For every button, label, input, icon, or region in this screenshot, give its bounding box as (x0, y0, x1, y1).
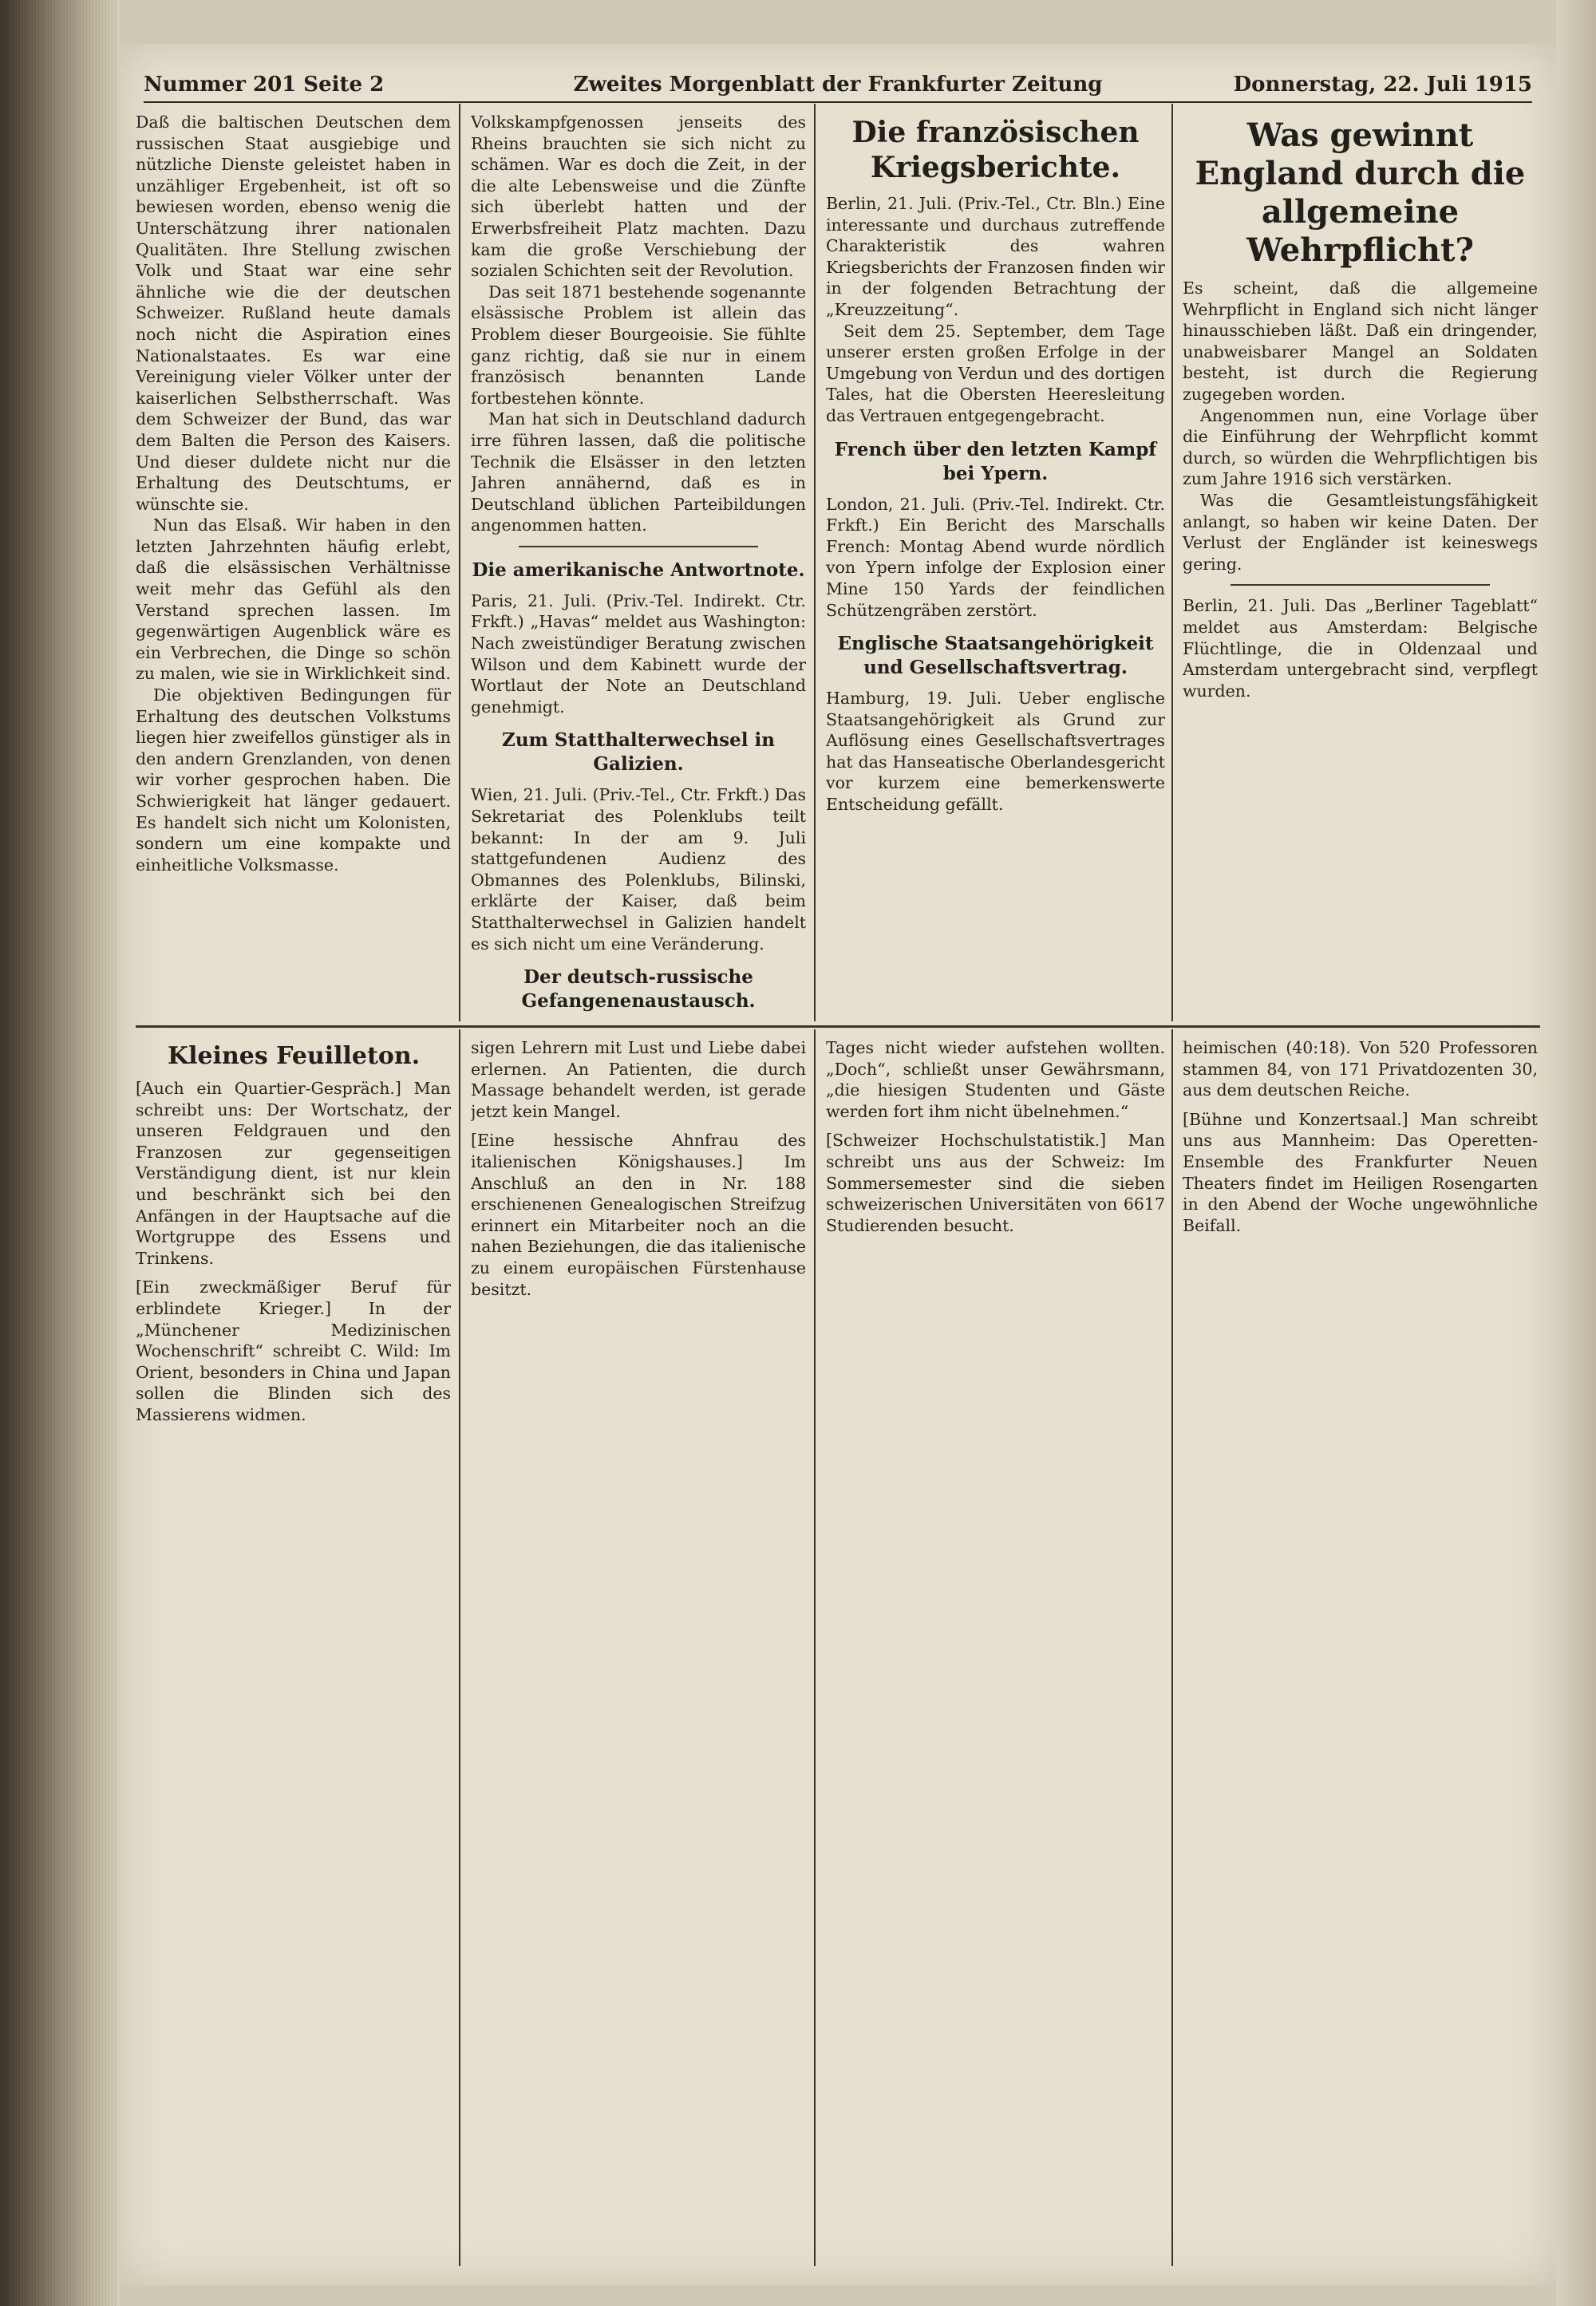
article-paragraph: Berlin, 21. Juli. Das „Berliner Tageblatt“ meldet aus Amsterdam: Belgische Flüchtlinge, die in Oldenzaal und Amsterdam untergebracht sind, verpflegt wurden. (1183, 596, 1538, 701)
column-2 (471, 112, 806, 1017)
article-paragraph: Die objektiven Bedingungen für Erhaltung des deutschen Volkstums liegen hier zweifellos günstiger als in den andern Grenzlanden, von denen wir vorher gesprochen haben. Die Schwierigkeit hat länger gedauert. Es handelt sich nicht um Kolonisten, sondern um eine kompakte und einheitliche Volksmasse. (136, 685, 451, 875)
article-paragraph: Berlin, 21. Juli. (Priv.-Tel., Ctr. Bln.) Eine interessante und durchaus zutreffende Charakteristik des wahren Kriegsberichts der Franzosen finden wir in der folgenden Betrachtung der „Kreuzzeitung“. (826, 194, 1165, 319)
column-rule (1171, 1029, 1173, 2266)
article-paragraph: Paris, 21. Juli. (Priv.-Tel. Indirekt. Ctr. Frkft.) „Havas“ meldet aus Washington: Nach zweistündiger Beratung zwischen Wilson und dem Kabinett wurde der Wortlaut der Note an Deutschland genehmigt. (471, 590, 806, 717)
paper-title: Zweites Morgenblatt der Frankfurter Zeitung (573, 73, 1103, 97)
headline-galizien: Zum Statthalterwechsel in Galizien. (502, 729, 775, 776)
column-rule (814, 1029, 816, 2266)
feuilleton-paragraph: [Bühne und Konzertsaal.] Man schreibt uns aus Mannheim: Das Operetten-Ensemble des Frankfurter Neuen Theaters findet im Heiligen Rosengarten in den Abend der Woche ungewöhnliche Beifall. (1183, 1109, 1538, 1235)
article-paragraph: Wien, 21. Juli. (Priv.-Tel., Ctr. Frkft.) Das Sekretariat des Polenklubs teilt bekannt: In der am 9. Juli stattgefundenen Audienz des Obmannes des Polenklubs, Bilinski, erklärte der Kaiser, daß beim Statthalterwechsel in Galizien handelt es sich nicht um eine Veränderung. (471, 785, 806, 954)
masthead (144, 69, 1532, 103)
binding-page-edges (6, 0, 118, 2306)
book-binding (0, 0, 120, 2306)
article-paragraph: Das seit 1871 bestehende sogenannte elsässische Problem ist allein das Problem dieser Bourgeoisie. Sie fühlte ganz richtig, daß sie nur in einem französisch benannten Lande fortbestehen könnte. (471, 282, 806, 408)
feuilleton-paragraph: heimischen (40:18). Von 520 Professoren stammen 84, von 171 Privatdozenten 30, aus dem deutschen Reiche. (1183, 1038, 1538, 1100)
article-paragraph: Hamburg, 19. Juli. Ueber englische Staatsangehörigkeit als Grund zur Auflösung eines Gesellschaftsvertrages hat das Hanseatische Oberlandesgericht vor kurzem eine bemerkenswerte Entscheidung gefällt. (826, 689, 1165, 815)
issue-date: Donnerstag, 22. Juli 1915 (1233, 73, 1532, 97)
article-paragraph: Seit dem 25. September, dem Tage unserer ersten großen Erfolge in der Umgebung von Verdun und des dortigen Tales, hat die Obersten Heeresleitung das Vertrauen entgegengebracht. (826, 321, 1165, 425)
headline-wehrpflicht: Was gewinnt England durch die allgemeine Wehrpflicht? (1195, 116, 1526, 269)
feuilleton-paragraph: [Eine hessische Ahnfrau des italienischen Königshauses.] Im Anschluß an den in Nr. 188 erschienenen Genealogischen Streifzug erinnert ein Mitarbeiter noch an die nahen Beziehungen, die das italienische zu einem europäischen Fürstenhause besitzt. (471, 1131, 806, 1299)
article-paragraph: London, 21. Juli. (Priv.-Tel. Indirekt. Ctr. Frkft.) Ein Bericht des Marschalls French: Montag Abend wurde nördlich von Ypern infolge der Explosion einer Mine 150 Yards der feindlichen Schützengräben zerstört. (826, 494, 1165, 620)
column-1 (136, 112, 451, 1017)
feuilleton-paragraph: [Ein zweckmäßiger Beruf für erblindete Krieger.] In der „Münchener Medizinischen Wochenschrift“ schreibt C. Wild: Im Orient, besonders in China und Japan sollen die Blinden sich des Massierens widmen. (136, 1277, 451, 1424)
article-paragraph: Daß die baltischen Deutschen dem russischen Staat ausgiebige und nützliche Dienste geleistet haben in unzähliger Ergebenheit, ist oft so bewiesen worden, ebenso wenig die Unterschätzung ihrer nationalen Qualitäten. Ihre Stellung zwischen Volk und Staat war eine sehr ähnliche wie die der deutschen Schweizer. Rußland heute damals noch nicht die Aspiration eines Nationalstaates. Es war eine Vereinigung vieler Völker unter der kaiserlichen Selbstherrschaft. Was dem Schweizer der Bund, das war dem Balten die Person des Kaisers. Und dieser duldete nicht nur die Erhaltung des Deutschtums, er wünschte sie. (136, 113, 451, 514)
headline-kriegsberichte: Die französischen Kriegsberichte. (851, 116, 1140, 184)
feuilleton-title: Kleines Feuilleton. (168, 1042, 421, 1070)
column-3 (826, 112, 1165, 1017)
article-paragraph: Man hat sich in Deutschland dadurch irre führen lassen, daß die politische Technik die Elsässer in den letzten Jahren annähernd, daß es in Deutschland üblichen Parteibildungen angenommen hatten. (471, 409, 806, 535)
feuilleton-paragraph: [Auch ein Quartier-Gespräch.] Man schreibt uns: Der Wortschatz, der unseren Feldgrauen und den Franzosen zur gegenseitigen Verständigung dient, ist nur klein und beschränkt sich bei den Anfängen in der Hauptsache auf die Wortgruppe des Essens und Trinkens. (136, 1079, 451, 1268)
feuilleton-rule (136, 1025, 1540, 1028)
feuilleton-paragraph: Tages nicht wieder aufstehen wollten. „Doch“, schließt unser Gewährsmann, „die hiesigen Studenten und Gäste werden fort ihm nicht übelnehmen.“ (826, 1038, 1165, 1121)
article-paragraph: Volkskampfgenossen jenseits des Rheins brauchten sie sich nicht zu schämen. War es doch die Zeit, in der die alte Lebensweise und die Zünfte sich überlebt hatten und der Erwerbsfreiheit Platz machten. Dazu kam die große Verschiebung der sozialen Schichten seit der Revolution. (471, 113, 806, 281)
separator (519, 546, 758, 547)
column-4 (1183, 112, 1538, 1017)
feuilleton-column-2 (471, 1037, 806, 2266)
feuilleton-paragraph: sigen Lehrern mit Lust und Liebe dabei erlernen. An Patienten, die durch Massage behandelt werden, ist gerade jetzt kein Mangel. (471, 1038, 806, 1121)
feuilleton-paragraph: [Schweizer Hochschulstatistik.] Man schreibt uns aus der Schweiz: Im Sommersemester sind die sieben schweizerischen Universitäten von 6617 Studierenden besucht. (826, 1131, 1165, 1235)
feuilleton-column-4 (1183, 1037, 1538, 2266)
headline-ypern: French über den letzten Kampf bei Ypern. (834, 438, 1157, 484)
article-paragraph: Angenommen nun, eine Vorlage über die Einführung der Wehrpflicht kommt durch, so würden die Wehrpflichtigen bis zum Jahre 1916 sich verstärken. (1183, 405, 1538, 489)
newspaper-page (120, 44, 1556, 2286)
article-paragraph: Nun das Elsaß. Wir haben in den letzten Jahrzehnten häufig erlebt, daß die elsässischen Verhältnisse weit mehr das Gefühl als den Verstand sprechen lassen. Im gegenwärtigen Augenblick wäre es ein Verbrechen, die Dinge so schön zu malen, wie sie in Wirklichkeit sind. (136, 515, 451, 684)
column-rule (1171, 104, 1173, 1021)
column-rule (814, 104, 816, 1021)
issue-number: Nummer 201 Seite 2 (144, 73, 385, 97)
article-paragraph: Es scheint, daß die allgemeine Wehrpflicht in England sich nicht länger hinausschieben läßt. Daß ein dringender, unabweisbarer Mangel an Soldaten besteht, ist durch die Regierung zugegeben worden. (1183, 278, 1538, 404)
feuilleton-column-3 (826, 1037, 1165, 2266)
article-paragraph: Was die Gesamtleistungsfähigkeit anlangt, so haben wir keine Daten. Der Verlust der Engländer ist keineswegs gering. (1183, 490, 1538, 574)
column-rule (459, 1029, 460, 2266)
headline-antwortnote: Die amerikanische Antwortnote. (472, 559, 805, 581)
column-rule (459, 104, 460, 1021)
page-edge (1556, 0, 1596, 2306)
feuilleton-column-1 (136, 1037, 451, 2266)
headline-gefangenenaustausch: Der deutsch-russische Gefangenenaustausch. (521, 966, 756, 1013)
separator (1231, 584, 1490, 586)
headline-staatsangehoerigkeit: Englische Staatsangehörigkeit und Gesellschaftsvertrag. (837, 633, 1154, 679)
